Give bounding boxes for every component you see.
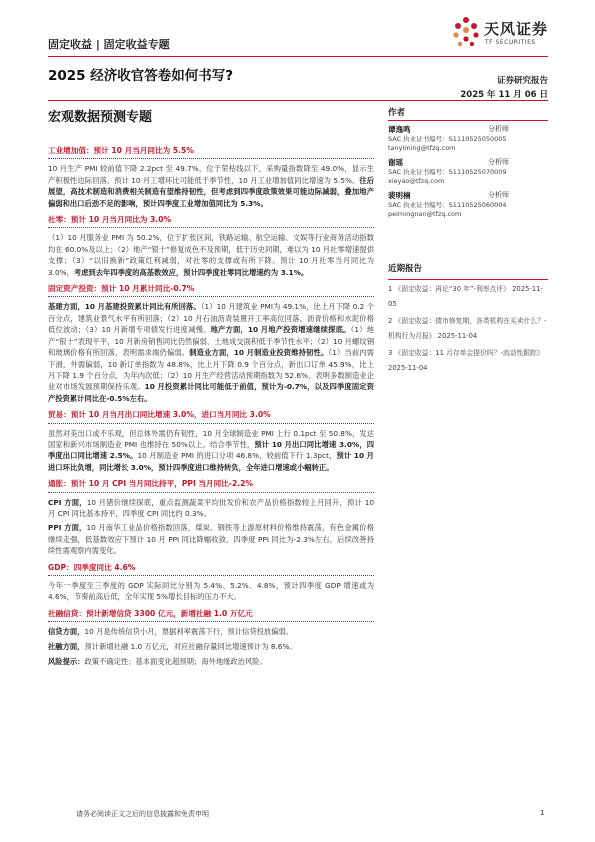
section-paragraph (48, 626, 374, 637)
author-role: 分析师 (488, 191, 509, 199)
recent-reports-heading: 近期报告 (388, 262, 548, 280)
section (48, 283, 374, 404)
section-paragraph (48, 163, 374, 209)
body-text: 10 月生产 PMI 较前值下降 2.2pct 至 49.7%，位于荣枯线以下，采购量指数降至 49.0%，显示生产积极性边际回落，预计 10 月工增环比可能低于季节性，10 月工业增加值同比增速为 5.5%。 (48, 164, 374, 185)
body-text: 10 月是传统信贷小月，票据利率震荡下行，预计信贷投放偏弱。 (84, 627, 294, 637)
recent-reports-panel (388, 262, 548, 376)
risk-label: 风险提示： (48, 657, 85, 667)
footer-disclaimer: 请务必阅读正文之后的信息披露和免责申明 (76, 810, 209, 818)
bold-text: 地产方面，10 月地产投资增速继续探底。 (210, 325, 351, 335)
author-entry (388, 190, 548, 220)
body-text: 预计新增社融 1.0 万亿元，对应社融存量同比增速预计为 8.6%。 (84, 641, 297, 651)
body-text: （1）10 月服务业 PMI 为 50.2%，位于扩张区间，铁路运输、航空运输、文娱等行业商务活动指数均在 60.0%及以上；（2）地产“银十”修复成色不及预期，低于历史同期，难以为 10 月社零增速提供支撑；（3）“以旧换新”政策红利减弱，对社零的支撑或有所下降。预计 10 月社零当月同比为 3.0%， (48, 233, 374, 277)
section-paragraph (48, 428, 374, 474)
bold-text: 往后展望，高技术制造和消费相关制造有望维持韧性，但考虑到四季度政策效果可能边际减弱，叠加地产偏弱和出口后劲不足的影响，预计四季度工业增加值同比为 5.3%。 (48, 175, 374, 208)
logo-text-cn: 天风证券 (484, 20, 549, 38)
bold-text: 制造业方面，10 月制造业投资维持韧性。 (189, 348, 329, 358)
bold-text: 考虑到去年四季度的高基数效应，预计四季度社零同比增速约为 3.1%。 (73, 267, 309, 277)
report-title: 2025 经济收官答卷如何书写? (48, 68, 234, 84)
section (48, 478, 374, 556)
section-paragraph (48, 301, 374, 404)
authors-heading: 作者 (388, 106, 548, 121)
section (48, 409, 374, 473)
report-date: 2025 年 11 月 06 日 (460, 90, 548, 100)
author-name: 谭逸鸣 (388, 125, 411, 134)
author-name: 谢瑶 (388, 158, 403, 167)
header-divider (48, 56, 548, 57)
section-heading: 工业增加值：预计 10 月当月同比为 5.5% (48, 145, 374, 159)
author-email: xieyao@tfzq.com (388, 176, 445, 185)
body-text: 10 月南华工业品价格指数回落，煤炭、钢铁等上游原材料价格维持震荡，有色金属价格继续走强，低基数效应下预计 10 月 PPI 同比降幅收敛，四季度 PPI 同比为-2.3%左右，后续改善持续性需观察内需变化。 (48, 523, 374, 556)
section-paragraph (48, 232, 374, 278)
bold-text: CPI 方面， (48, 497, 87, 507)
recent-report-item: 3 《固定收益：11 月存单会提价吗？-流动性跟踪》 2025-11-04 (388, 349, 544, 372)
page-number: 1 (540, 809, 545, 817)
author-email: tanyiming@tfzq.com (388, 143, 456, 152)
authors-panel (388, 106, 548, 220)
author-name: 裴明楠 (388, 191, 411, 200)
body-text: （1）地产“银十”表现平平，10 月新房销售同比仍然偏弱，土地成交面积低于季节性水平；（2）10 月螺纹钢和玻璃价格有所回落，表明需求端仍偏弱。 (48, 325, 374, 358)
body-text: 10 月制造业 PMI 的进口分项 46.8%，较前值下行 1.3pct， (137, 451, 337, 461)
section (48, 145, 374, 209)
bold-text: 信贷方面， (48, 627, 85, 637)
bold-text: 基建方面，10 月基建投资累计同比有所回落。 (48, 302, 201, 312)
author-sac: SAC 执业证书编号：S1110525070009 (388, 168, 507, 176)
recent-report-item: 1 《固定收益：再论“30 年”-利率点评》 2025-11-05 (388, 285, 543, 308)
title-divider (48, 100, 548, 101)
bold-text: 10 月投资累计同比可能低于前值，预计为-0.7%，以及四季度固定资产投资累计同比在-0.5%左右。 (48, 382, 374, 403)
section (48, 214, 374, 278)
author-sac: SAC 执业证书编号：S1110525060004 (388, 201, 507, 209)
main-content (48, 140, 374, 670)
section (48, 608, 374, 652)
author-role: 分析师 (488, 158, 509, 166)
section-paragraph (48, 497, 374, 520)
body-text: 今年一季度至三季度的 GDP 实际同比分别为 5.4%、5.2%、4.8%，预计四季度 GDP 增速或为 4.6%，节奏前高后低，全年实现 5%增长目标的压力不大。 (48, 581, 374, 602)
author-role: 分析师 (488, 125, 509, 133)
report-type: 证券研究报告 (496, 76, 548, 86)
bold-text: 社融方面， (48, 641, 85, 651)
report-subtitle: 宏观数据预测专题 (48, 110, 153, 125)
body-text: 10 月猪价继续探底，重点监测蔬菜平均批发价和农产品价格指数较上月回升，预计 10 月 CPI 同比基本持平，四季度 CPI 同比约 0.3%。 (48, 497, 374, 518)
logo-mark-icon (452, 16, 480, 48)
risk-text: 政策不确定性；基本面变化超预期；海外地缘政治风险。 (84, 657, 267, 667)
section-heading: 通胀：预计 10 月 CPI 当月同比持平，PPI 当月同比-2.2% (48, 478, 374, 492)
body-text: （1）当前内需下滑，外需偏弱，10 新订单指数为 48.8%，比上月下降 0.9 个百分点，新出口订单 45.9%，比上月下降 1.9 个百分点，为年内次低；（2）10 月生产经营活动预期指数为 52.6%，表明多数制造业企业对市场发展预期保持乐观。 (48, 348, 374, 392)
author-email: peimingnan@tfzq.com (388, 209, 462, 218)
body-text: （1）10 月建筑业 PMI为 49.1%，比上月下降 0.2 个百分点，建筑业景气水平有所回落；（2）10 月石油沥青装置开工率高位回落，沥青价格和水泥价格低位波动；（3）10 月新增专项债发行进度减慢。 (48, 302, 374, 335)
logo-text-en: TF SECURITIES (485, 39, 536, 46)
author-entry (388, 157, 548, 187)
author-entry (388, 124, 548, 154)
risk-note (48, 656, 374, 667)
section-heading: 固定资产投资：预计 10 月累计同比-0.7% (48, 283, 374, 297)
section-paragraph (48, 580, 374, 603)
section (48, 562, 374, 603)
section-heading: 社零：预计 10 月当月同比为 3.0% (48, 214, 374, 228)
section-paragraph (48, 641, 374, 652)
bold-text: 预计 10 月进口环比负增，同比增长 3.0%，预计四季度进口维持转负，全年进口增速或小幅转正。 (48, 451, 374, 472)
section-heading: 贸易：预计 10 月当月出口同比增速 3.0%，进口当月同比 3.0% (48, 409, 374, 423)
bold-text: PPI 方面， (48, 523, 87, 533)
header-category: 固定收益 | 固定收益专题 (48, 38, 170, 51)
company-logo (452, 14, 552, 52)
body-text: 虽然对美出口或不乐观，但总体外需仍有韧性，10 月全球制造业 PMI 上行 0.1pct 至 50.8%，发达国家和新兴市场制造业 PMI 也维持在 50%以上。结合季节性， (48, 428, 374, 449)
bold-text: 预计 10 月出口同比增速 3.0%，四季度出口同比增速 2.5%。 (48, 439, 375, 461)
section-heading: GDP：四季度同比 4.6% (48, 562, 374, 576)
recent-report-item: 2 《固定收益：债市修复期，各类机构在买卖什么？-机构行为月报》 2025-11-04 (388, 317, 547, 340)
section-paragraph (48, 522, 374, 556)
author-sac: SAC 执业证书编号：S1110525050005 (388, 135, 507, 143)
section-heading: 社融信贷：预计新增信贷 3300 亿元，新增社融 1.0 万亿元 (48, 608, 374, 622)
